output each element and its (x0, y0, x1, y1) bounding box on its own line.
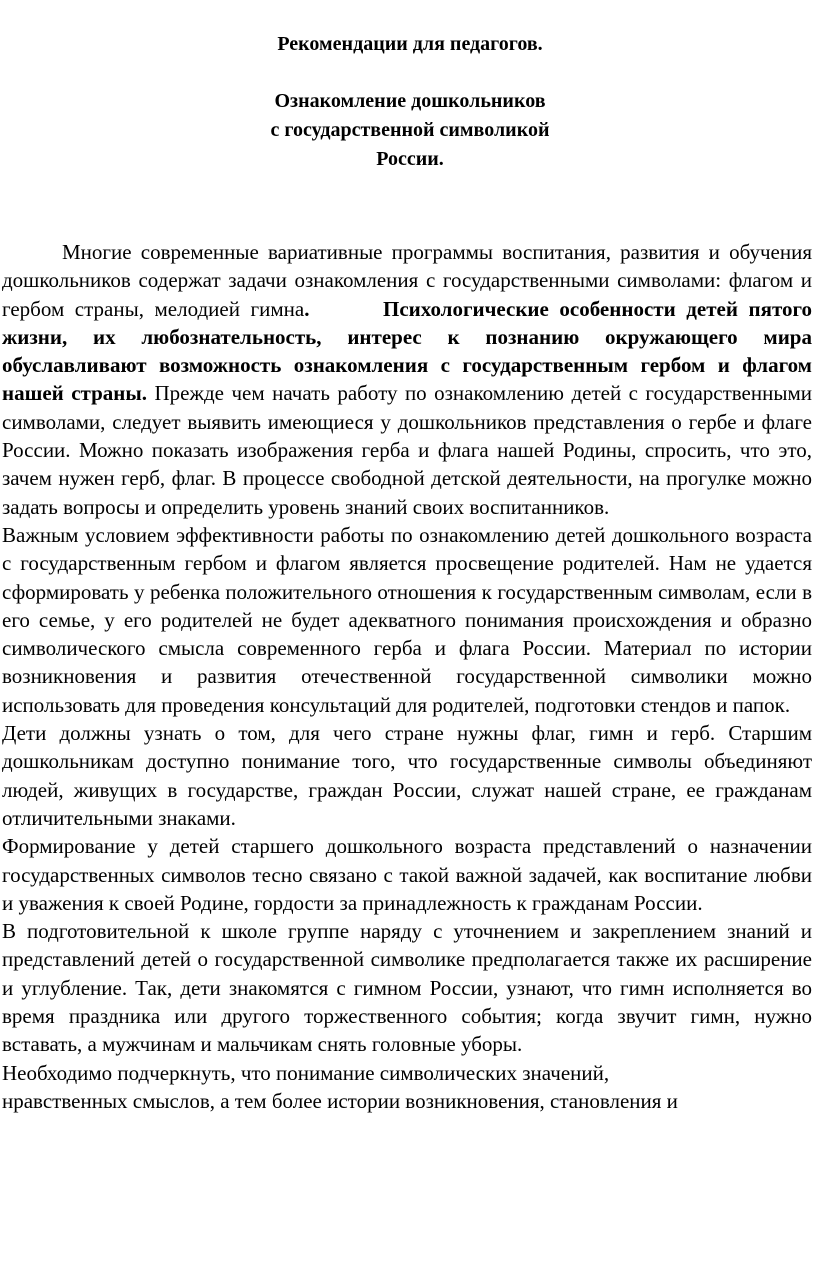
document-title: Рекомендации для педагогов. (277, 33, 543, 55)
document-subtitle-line-2: с государственной символикой (270, 119, 550, 141)
document-subtitle-line-3: России. (376, 148, 444, 170)
paragraph-2: Важным условием эффективности работы по ознакомлению детей дошкольного возраста с государственным гербом и флагом является просвещение родителей. Нам не удается сформировать у ребенка положительного отношения к государственным символам, если в его семье, у его родителей не будет адекватного понимания происхождения и образно символического смысла современного герба и флага России. Материал по истории возникновения и развития отечественной государственной символики можно использовать для проведения консультаций для родителей, подготовки стендов и папок. (2, 522, 812, 717)
title-block (2, 30, 816, 174)
paragraph-1-dot: . (304, 296, 310, 321)
paragraph-6-line-1: Необходимо подчеркнуть, что понимание символических значений, (2, 1060, 610, 1085)
paragraph-1-bold-statement: Психологические особенности детей пятого жизни, их любознательность, интерес к познанию окружающего мира обуславливают возможность ознакомления с государственным гербом и флагом нашей страны. (2, 296, 812, 406)
paragraph-6 (2, 1059, 812, 1116)
paragraph-4: Формирование у детей старшего дошкольного возраста представлений о назначении государственных символов тесно связано с такой важной задачей, как воспитание любви и уважения к своей Родине, гордости за принадлежность к гражданам России. (2, 834, 812, 915)
paragraph-1 (2, 238, 812, 521)
paragraph-3: Дети должны узнать о том, для чего стране нужны флаг, гимн и герб. Старшим дошкольникам доступно понимание того, что государственные символы объединяют людей, живущих в государстве, граждан России, служат нашей стране, ее гражданам отличительными знаками. (2, 721, 812, 830)
document-body (2, 238, 812, 1115)
paragraph-5: В подготовительной к школе группе наряду с уточнением и закреплением знаний и представлений детей о государственной символике предполагается также их расширение и углубление. Так, дети знакомятся с гимном России, узнают, что гимн исполняется во время праздника или другого торжественного события; когда звучит гимн, нужно вставать, а мужчинам и мальчикам снять головные уборы. (2, 919, 812, 1057)
paragraph-1-continuation: Прежде чем начать работу по ознакомлению детей с государственными символами, следует выявить имеющиеся у дошкольников представления о гербе и флаге России. Можно показать изображения герба и флага нашей Родины, спросить, что это, зачем нужен герб, флаг. В процессе свободной детской деятельности, на прогулке можно задать вопросы и определить уровень знаний своих воспитанников. (2, 381, 812, 519)
paragraph-1-intro: Многие современные вариативные программы воспитания, развития и обучения дошкольников содержат задачи ознакомления с государственными символами: флагом и гербом страны, мелодией гимна (2, 240, 812, 321)
paragraph-6-line-2: нравственных смыслов, а тем более истории возникновения, становления и (2, 1088, 678, 1113)
document-subtitle-line-1: Ознакомление дошкольников (274, 90, 546, 112)
